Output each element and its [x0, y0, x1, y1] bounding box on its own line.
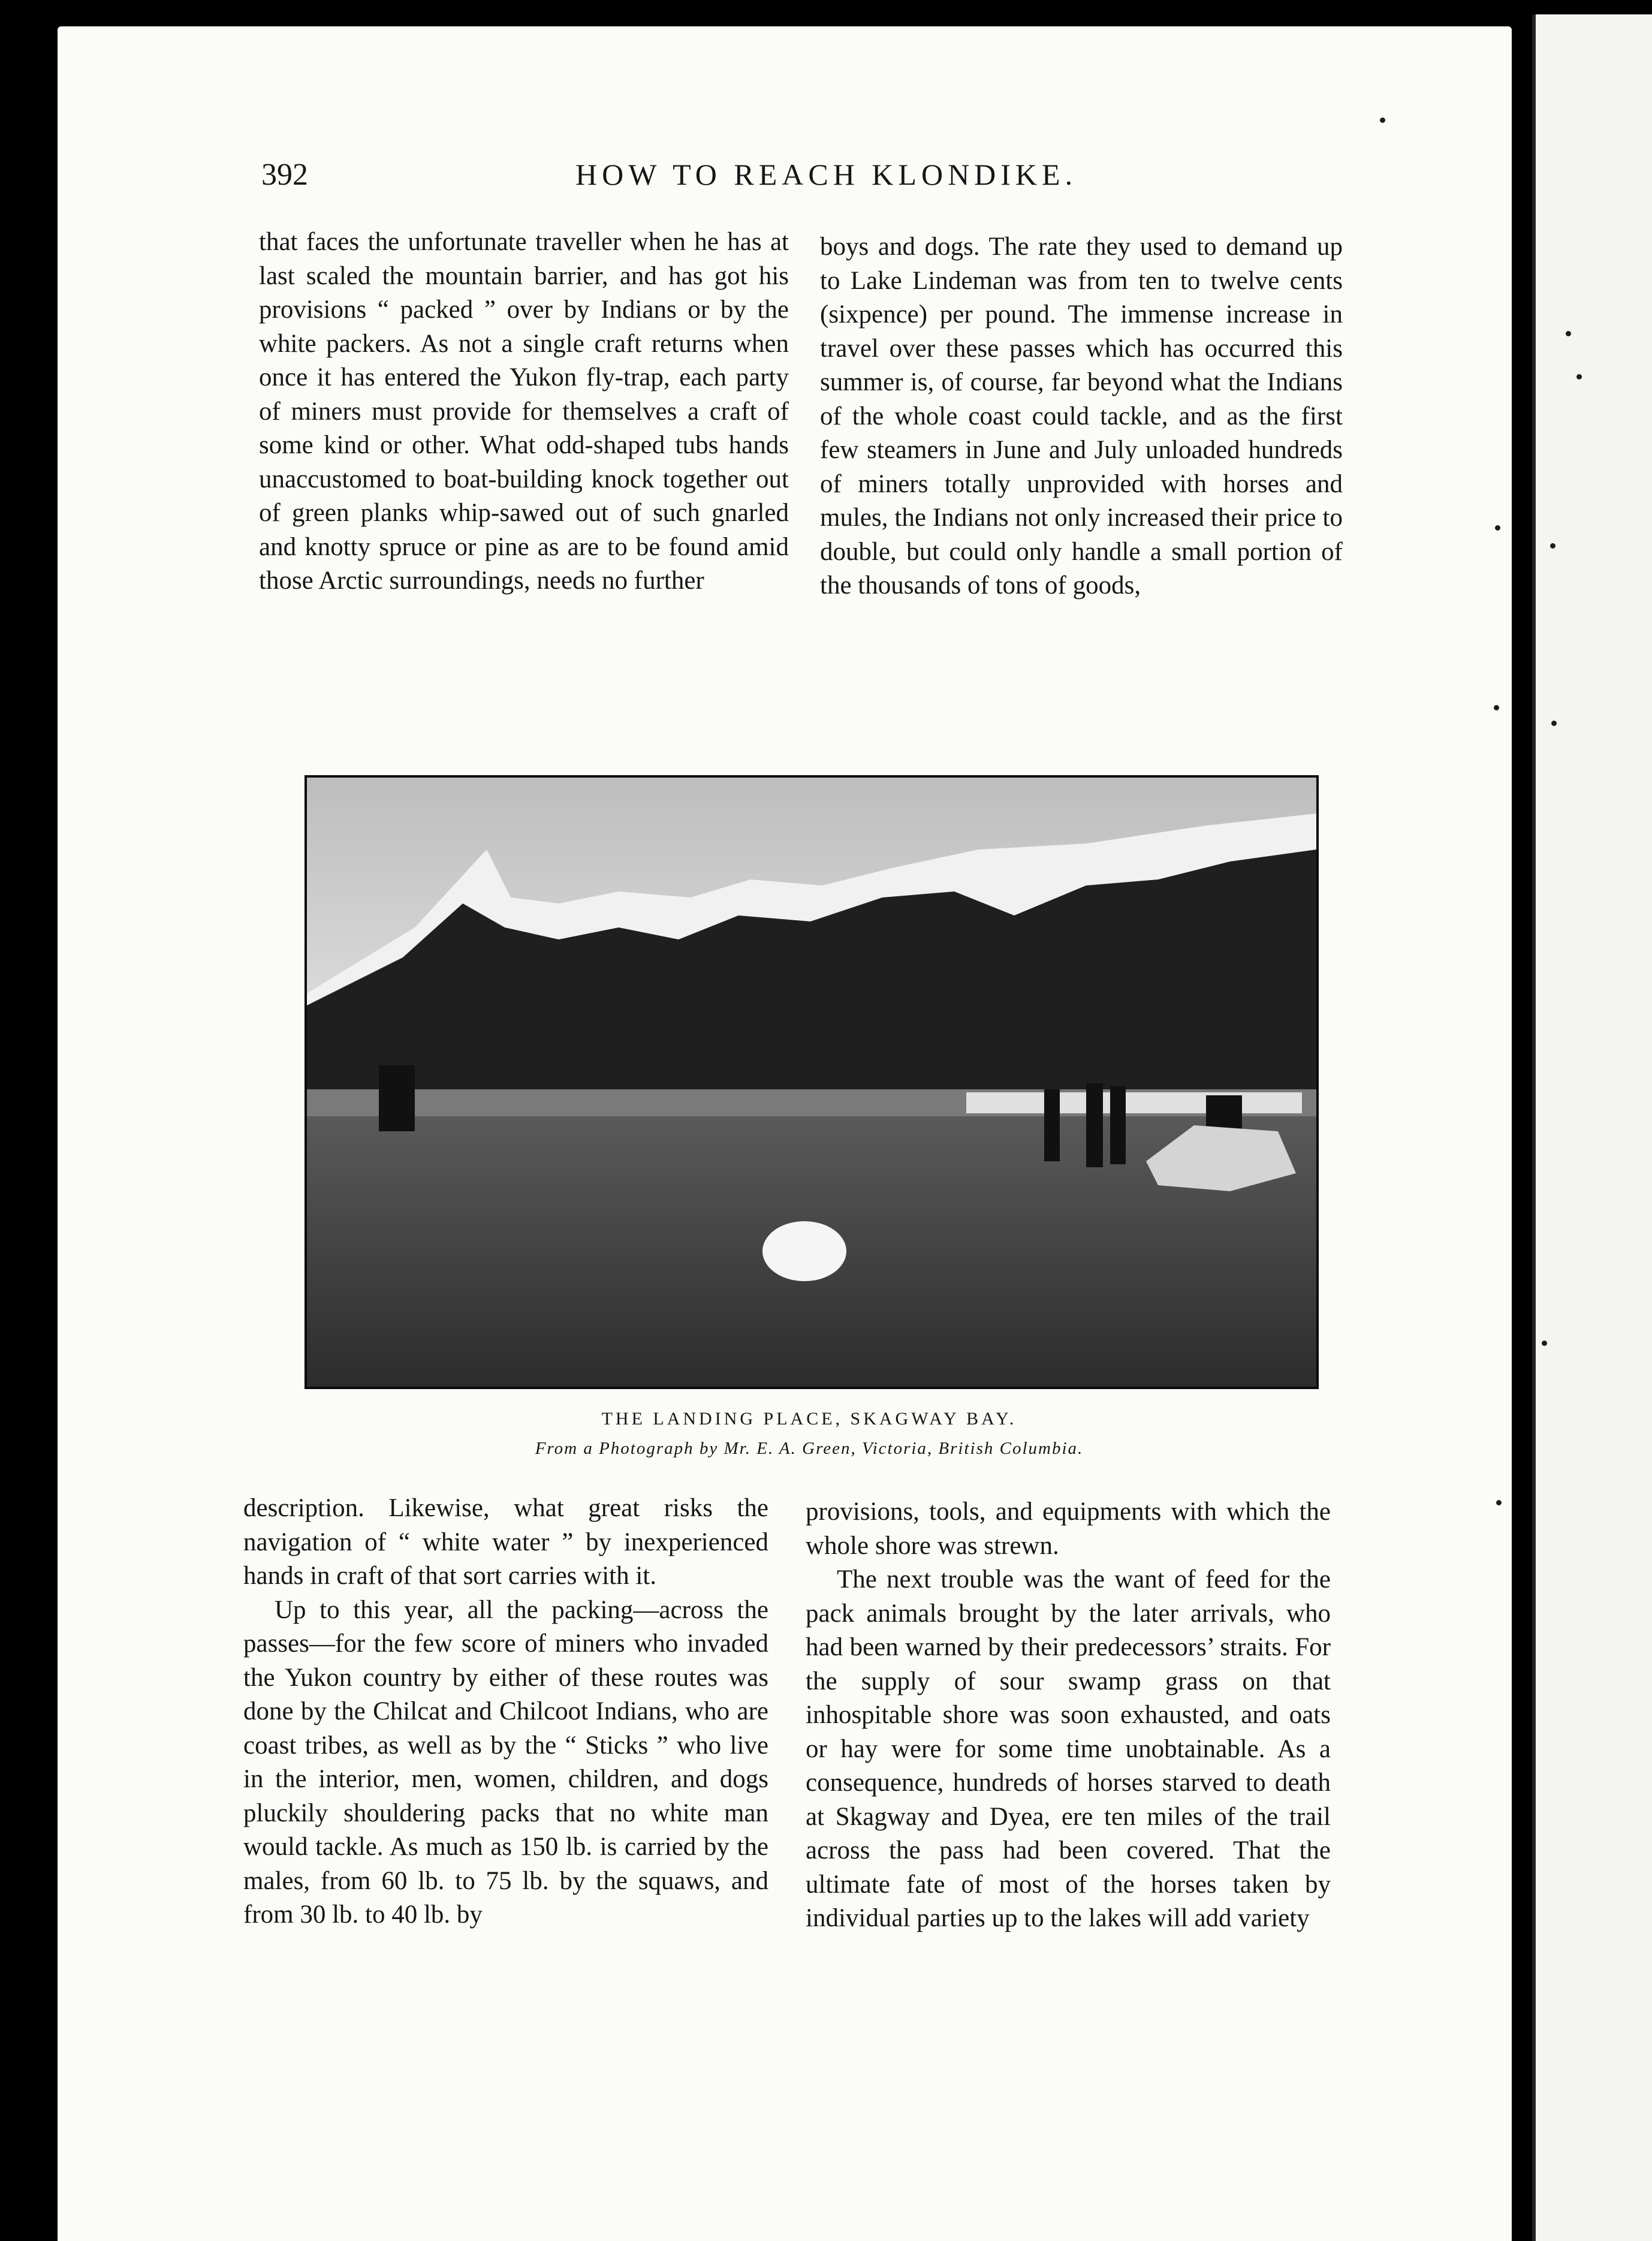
ink-speck	[1566, 331, 1571, 336]
ink-speck	[1542, 1341, 1547, 1346]
running-title: HOW TO REACH KLONDIKE.	[575, 158, 1078, 191]
paragraph: boys and dogs. The rate they used to demand up to Lake Lindeman was from ten to twelve cents (sixpence) per pound. The immense increase in travel over these passes which has occurred this summer is, of course, far beyond what the Indians of the whole coast could tackle, and as the first few steamers in June and July unloaded hundreds of miners totally unprovided with horses and mules, the Indians not only increased their price to double, but could only handle a small portion of the thousands of tons of goods,	[820, 233, 1343, 600]
column-bottom-right	[806, 1495, 1331, 1936]
ink-speck	[1550, 543, 1555, 549]
column-top-left	[259, 225, 789, 598]
paragraph: description. Likewise, what great risks the navigation of “ white water ” by inexperienced hands in craft of that sort carries with it.	[243, 1494, 768, 1590]
paragraph: provisions, tools, and equipments with which the whole shore was strewn.	[806, 1498, 1331, 1560]
column-top-right	[820, 230, 1343, 603]
light-spot	[762, 1221, 846, 1281]
ink-speck	[1380, 118, 1385, 123]
ink-speck	[1496, 1500, 1502, 1505]
landing-place-photograph	[305, 775, 1319, 1389]
figure-caption: THE LANDING PLACE, SKAGWAY BAY.	[601, 1409, 1017, 1429]
ink-speck	[1551, 721, 1557, 726]
ink-speck	[1495, 525, 1500, 531]
photo-illustration	[307, 778, 1316, 1387]
facing-page-edge	[1532, 14, 1652, 2241]
water-glint	[966, 1092, 1302, 1113]
ink-speck	[1576, 374, 1582, 379]
page-number: 392	[261, 158, 308, 192]
paragraph: The next trouble was the want of feed for the pack animals brought by the later arrivals, who had been warned by their predecessors’ straits. For the supply of sour swamp grass on that inhospitable shore was soon exhausted, and oats or hay were for some time unobtainable. As a consequence, hundreds of horses starved to death at Skagway and Dyea, ere ten miles of the trail across the pass had been covered. That the ultimate fate of most of the horses taken by individual parties up to the lakes will add variety	[806, 1565, 1331, 1932]
figure-credit: From a Photograph by Mr. E. A. Green, Victoria, British Columbia.	[535, 1439, 1084, 1458]
paragraph: that faces the unfortunate traveller when he has at last scaled the mountain barrier, and has got his provisions “ packed ” over by Indians or by the white packers. As not a single craft returns when once it has entered the Yukon fly-trap, each party of miners must provide for themselves a craft of some kind or other. What odd-shaped tubs hands unaccustomed to boat-building knock together out of green planks whip-sawed out of such gnarled and knotty spruce or pine as are to be found amid those Arctic surroundings, needs no further	[259, 228, 789, 595]
column-bottom-left	[243, 1492, 768, 1932]
ink-speck	[1494, 705, 1499, 710]
paragraph: Up to this year, all the packing—across the passes—for the few score of miners who invaded the Yukon country by either of these routes was done by the Chilcat and Chilcoot Indians, who are coast tribes, as well as by the “ Sticks ” who live in the interior, men, women, children, and dogs pluckily shouldering packs that no white man would tackle. As much as 150 lb. is carried by the males, from 60 lb. to 75 lb. by the squaws, and from 30 lb. to 40 lb. by	[243, 1595, 768, 1929]
